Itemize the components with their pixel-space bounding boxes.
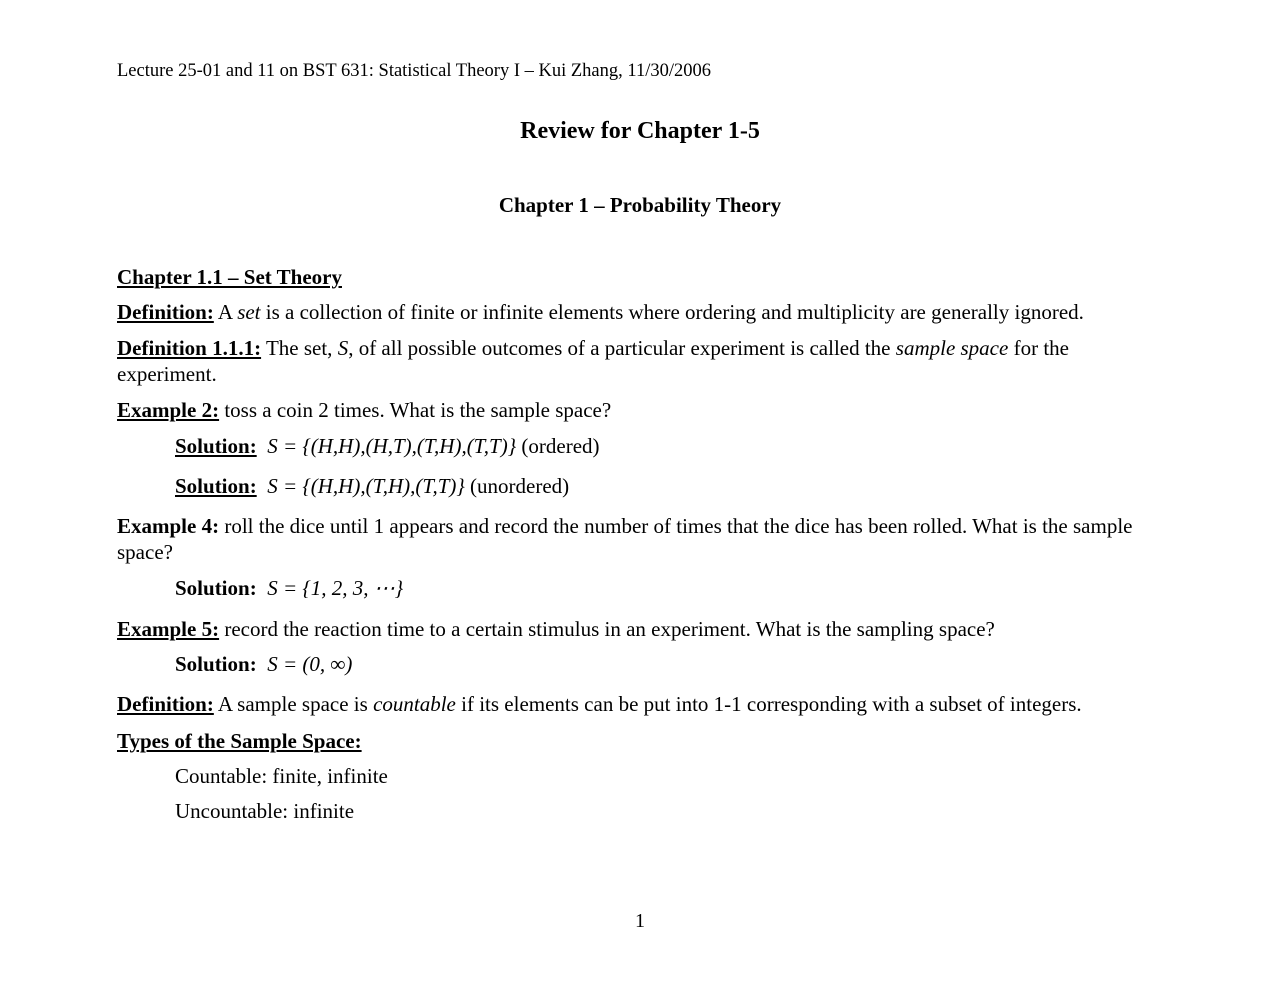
example-5-solution [175,651,352,677]
section-heading [117,264,342,290]
example-2-solution-ordered [175,433,600,459]
example-text: record the reaction time to a certain stimulus in an experiment. What is the sampling space? [219,617,995,641]
types-uncountable: Uncountable: infinite [175,799,355,823]
definition-term: sample space [895,336,1009,360]
solution-label: Solution: [175,576,257,600]
page-title: Review for Chapter 1-5 [520,118,760,144]
solution-note: (ordered) [516,434,600,458]
example-label: Example 5: [117,617,220,641]
example-label: Example 4: [117,514,220,538]
chapter-heading: Chapter 1 – Probability Theory [498,193,782,217]
solution-math: S = {(H,H),(T,H),(T,T)} [267,474,465,498]
running-header: Lecture 25-01 and 11 on BST 631: Statistical Theory I – Kui Zhang, 11/30/2006 [117,61,711,81]
example-5 [117,616,995,642]
definition-text-post: for the experiment. [117,336,1069,386]
example-text: toss a coin 2 times. What is the sample space? [219,398,612,422]
definition-variable: S [337,336,349,360]
example-2 [117,397,611,423]
definition-term: set [237,300,261,324]
definition-text-pre: A sample space is [213,692,374,716]
definition-set [117,299,1167,325]
section-heading-text: Chapter 1.1 – Set Theory [117,265,342,289]
example-2-solution-unordered [175,473,569,499]
definition-text-mid: , of all possible outcomes of a particular experiment is called the [348,336,896,360]
solution-label: Solution: [175,652,257,676]
definition-text-pre: A [213,300,238,324]
definition-1-1-1 [117,335,1167,387]
solution-math: S = {(H,H),(H,T),(T,H),(T,T)} [267,434,517,458]
definition-text-post: if its elements can be put into 1-1 corresponding with a subset of integers. [455,692,1082,716]
example-4-solution [175,575,403,601]
solution-math: S = (0, ∞) [267,652,353,676]
types-heading [117,728,362,754]
page-number: 1 [635,910,645,932]
solution-label: Solution: [175,474,257,498]
example-text: roll the dice until 1 appears and record the number of times that the dice has been rolled. What is the sample space? [117,514,1133,564]
definition-text-post: is a collection of finite or infinite elements where ordering and multiplicity are generally ignored. [260,300,1084,324]
definition-countable [117,691,1082,717]
example-label: Example 2: [117,398,220,422]
solution-note: (unordered) [464,474,570,498]
solution-label: Solution: [175,434,257,458]
definition-term: countable [373,692,456,716]
definition-label: Definition: [117,300,214,324]
solution-math: S = {1, 2, 3, ⋯} [267,576,404,600]
definition-label: Definition: [117,692,214,716]
definition-text-pre: The set, [261,336,338,360]
example-4 [117,513,1167,565]
types-heading-text: Types of the Sample Space: [117,729,362,753]
definition-label: Definition 1.1.1: [117,336,262,360]
types-countable: Countable: finite, infinite [175,764,388,788]
